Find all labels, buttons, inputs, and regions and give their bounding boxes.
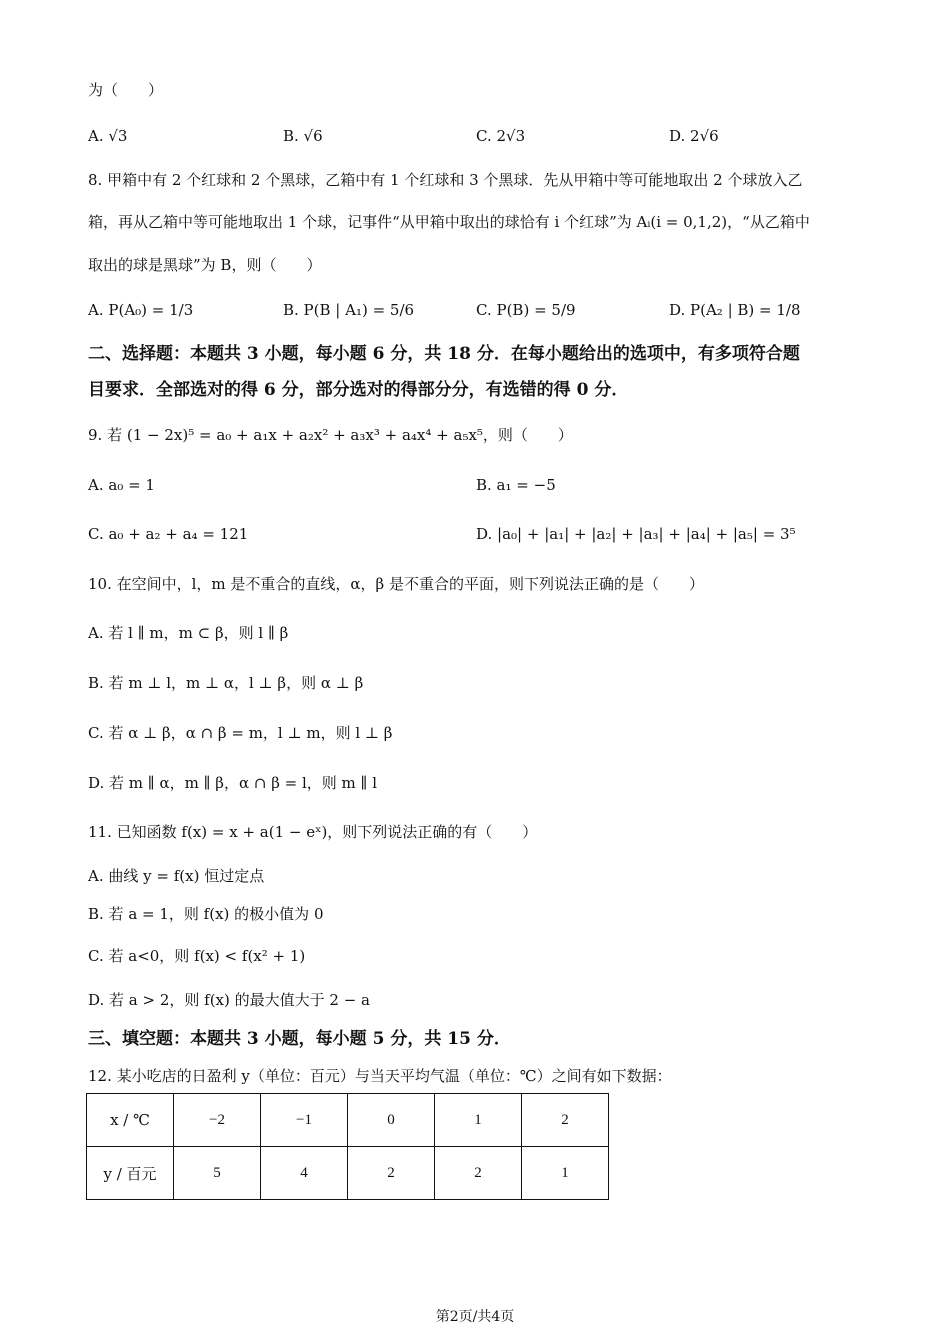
table-cell: 4 [261, 1147, 348, 1200]
q11-option-c: C. 若 a<0，则 f(x) < f(x² + 1) [88, 947, 306, 965]
q8-stem-line3: 取出的球是黑球”为 B，则（ ） [88, 256, 322, 274]
q8-stem-line2: 箱，再从乙箱中等可能地取出 1 个球，记事件“从甲箱中取出的球恰有 i 个红球”为 Aᵢ(i = 0,1,2)，“从乙箱中 [88, 213, 810, 231]
q9-option-a: A. a₀ = 1 [88, 476, 155, 494]
page-footer: 第2页/共4页 [435, 1309, 515, 1325]
q11-option-d: D. 若 a > 2，则 f(x) 的最大值大于 2 − a [88, 991, 370, 1009]
q12-data-table [86, 1093, 609, 1200]
q8-stem-line1: 8. 甲箱中有 2 个红球和 2 个黑球，乙箱中有 1 个红球和 3 个黑球．先从甲箱中等可能地取出 2 个球放入乙 [88, 171, 803, 189]
q10-option-d: D. 若 m ∥ α，m ∥ β，α ∩ β = l，则 m ∥ l [88, 774, 378, 792]
q11-option-b: B. 若 a = 1，则 f(x) 的极小值为 0 [88, 905, 324, 923]
q8-option-a: A. P(A₀) = 1/3 [88, 301, 194, 319]
q12-stem: 12. 某小吃店的日盈利 y（单位：百元）与当天平均气温（单位：℃）之间有如下数据： [88, 1067, 672, 1085]
table-cell: 1 [435, 1094, 522, 1147]
table-cell: −2 [174, 1094, 261, 1147]
q7-option-d: D. 2√6 [669, 127, 719, 145]
q9-option-c: C. a₀ + a₂ + a₄ = 121 [88, 525, 249, 543]
q10-option-c: C. 若 α ⊥ β，α ∩ β = m，l ⊥ m，则 l ⊥ β [88, 724, 393, 742]
q10-option-a: A. 若 l ∥ m，m ⊂ β，则 l ∥ β [88, 624, 289, 642]
q8-option-b: B. P(B | A₁) = 5/6 [283, 301, 415, 319]
q7-option-c: C. 2√3 [476, 127, 526, 145]
q8-option-c: C. P(B) = 5/9 [476, 301, 576, 319]
table-row [87, 1147, 609, 1200]
q10-stem: 10. 在空间中，l，m 是不重合的直线，α，β 是不重合的平面，则下列说法正确的是（ ） [88, 575, 704, 593]
q11-option-a: A. 曲线 y = f(x) 恒过定点 [88, 867, 265, 885]
q9-stem: 9. 若 (1 − 2x)⁵ = a₀ + a₁x + a₂x² + a₃x³ + a₄x⁴ + a₅x⁵，则（ ） [88, 426, 573, 444]
q7-option-a: A. √3 [88, 127, 128, 145]
table-cell: −1 [261, 1094, 348, 1147]
q9-option-b: B. a₁ = −5 [476, 476, 556, 494]
table-row [87, 1094, 609, 1147]
table-cell: 2 [348, 1147, 435, 1200]
q11-stem: 11. 已知函数 f(x) = x + a(1 − eˣ)，则下列说法正确的有（ ） [88, 823, 538, 841]
table-row-label-x: x / ℃ [87, 1094, 174, 1147]
q9-option-d: D. |a₀| + |a₁| + |a₂| + |a₃| + |a₄| + |a₅| = 3⁵ [476, 525, 796, 543]
section2-heading-line1: 二、选择题：本题共 3 小题，每小题 6 分，共 18 分．在每小题给出的选项中，有多项符合题 [88, 344, 800, 364]
q10-option-b: B. 若 m ⊥ l，m ⊥ α，l ⊥ β，则 α ⊥ β [88, 674, 364, 692]
q8-option-d: D. P(A₂ | B) = 1/8 [669, 301, 801, 319]
section3-heading: 三、填空题：本题共 3 小题，每小题 5 分，共 15 分． [88, 1029, 511, 1049]
q7-tail: 为（ ） [88, 81, 164, 99]
table-cell: 0 [348, 1094, 435, 1147]
q7-option-b: B. √6 [283, 127, 323, 145]
table-cell: 5 [174, 1147, 261, 1200]
table-cell: 1 [522, 1147, 609, 1200]
table-cell: 2 [435, 1147, 522, 1200]
section2-heading-line2: 目要求．全部选对的得 6 分，部分选对的得部分分，有选错的得 0 分． [88, 380, 629, 400]
table-row-label-y: y / 百元 [87, 1147, 174, 1200]
table-cell: 2 [522, 1094, 609, 1147]
